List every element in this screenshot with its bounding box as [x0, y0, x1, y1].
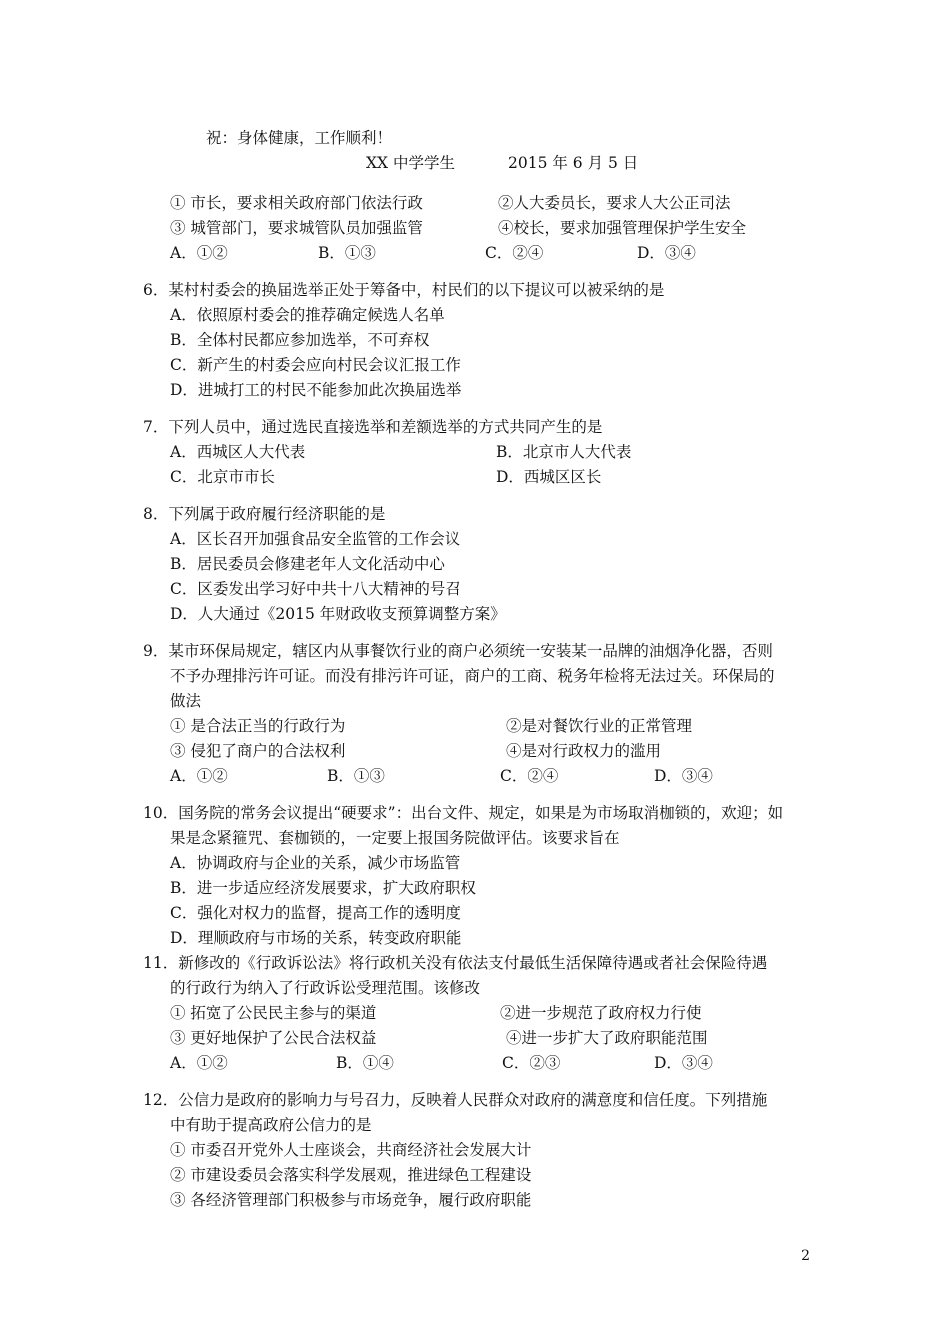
q9-option-d: D．③④ [654, 767, 713, 785]
q5-statement-3: ③ 城管部门，要求城管队员加强监管 [170, 219, 423, 237]
q8-stem: 8．下列属于政府履行经济职能的是 [143, 505, 386, 523]
letter-signature: XX 中学学生 [366, 154, 455, 172]
q5-statement-1: ① 市长，要求相关政府部门依法行政 [170, 194, 423, 212]
q9-option-a: A．①② [170, 767, 228, 785]
q11-option-c: C．②③ [502, 1054, 561, 1072]
q7-stem: 7．下列人员中，通过选民直接选举和差额选举的方式共同产生的是 [143, 418, 603, 436]
q6-option-c: C．新产生的村委会应向村民会议汇报工作 [170, 356, 461, 374]
q11-option-a: A．①② [170, 1054, 228, 1072]
q9-option-b: B．①③ [327, 767, 385, 785]
q6-stem: 6．某村村委会的换届选举正处于筹备中，村民们的以下提议可以被采纳的是 [143, 281, 665, 299]
q5-option-d: D．③④ [637, 244, 696, 262]
q10-option-d: D．理顺政府与市场的关系，转变政府职能 [170, 929, 462, 947]
q10-stem-line-2: 果是念紧箍咒、套枷锁的，一定要上报国务院做评估。该要求旨在 [170, 829, 620, 847]
q6-option-b: B．全体村民都应参加选举，不可弃权 [170, 331, 430, 349]
q12-statement-2: ② 市建设委员会落实科学发展观，推进绿色工程建设 [170, 1166, 532, 1184]
q8-option-b: B．居民委员会修建老年人文化活动中心 [170, 555, 445, 573]
q11-statement-1: ① 拓宽了公民民主参与的渠道 [170, 1004, 377, 1022]
q8-option-c: C．区委发出学习好中共十八大精神的号召 [170, 580, 461, 598]
q5-statement-4: ④校长，要求加强管理保护学生安全 [498, 219, 747, 237]
q8-option-a: A．区长召开加强食品安全监管的工作会议 [170, 530, 461, 548]
letter-wish: 祝：身体健康，工作顺利！ [206, 129, 393, 147]
q10-option-b: B．进一步适应经济发展要求，扩大政府职权 [170, 879, 476, 897]
q9-stem-line-1: 9．某市环保局规定，辖区内从事餐饮行业的商户必须统一安装某一品牌的油烟净化器，否则 [143, 642, 773, 660]
q12-stem-line-1: 12．公信力是政府的影响力与号召力，反映着人民群众对政府的满意度和信任度。下列措施 [143, 1091, 768, 1109]
q9-statement-2: ②是对餐饮行业的正常管理 [506, 717, 693, 735]
q9-stem-line-2: 不予办理排污许可证。而没有排污许可证，商户的工商、税务年检将无法过关。环保局的 [170, 667, 775, 685]
q10-stem-line-1: 10．国务院的常务会议提出“硬要求”：出台文件、规定，如果是为市场取消枷锁的，欢迎；如 [143, 804, 784, 822]
letter-date: 2015 年 6 月 5 日 [508, 154, 639, 172]
q10-option-c: C．强化对权力的监督，提高工作的透明度 [170, 904, 461, 922]
q9-stem-line-3: 做法 [170, 692, 202, 710]
q6-option-d: D．进城打工的村民不能参加此次换届选举 [170, 381, 462, 399]
q5-option-c: C．②④ [485, 244, 544, 262]
page-number: 2 [801, 1248, 810, 1264]
q7-option-b: B．北京市人大代表 [496, 443, 632, 461]
q6-option-a: A．依照原村委会的推荐确定候选人名单 [170, 306, 445, 324]
q11-option-d: D．③④ [654, 1054, 713, 1072]
q12-stem-line-2: 中有助于提高政府公信力的是 [170, 1116, 372, 1134]
q7-option-c: C．北京市市长 [170, 468, 275, 486]
q7-option-a: A．西城区人大代表 [170, 443, 306, 461]
q9-statement-1: ① 是合法正当的行政行为 [170, 717, 346, 735]
q11-stem-line-2: 的行政行为纳入了行政诉讼受理范围。该修改 [170, 979, 481, 997]
q9-statement-3: ③ 侵犯了商户的合法权利 [170, 742, 346, 760]
q11-statement-4: ④进一步扩大了政府职能范围 [506, 1029, 708, 1047]
q7-option-d: D．西城区区长 [496, 468, 602, 486]
q5-statement-2: ②人大委员长，要求人大公正司法 [498, 194, 731, 212]
q5-option-b: B．①③ [318, 244, 376, 262]
q9-option-c: C．②④ [500, 767, 559, 785]
q9-statement-4: ④是对行政权力的滥用 [506, 742, 662, 760]
q11-statement-2: ②进一步规范了政府权力行使 [500, 1004, 702, 1022]
q11-statement-3: ③ 更好地保护了公民合法权益 [170, 1029, 377, 1047]
q11-stem-line-1: 11．新修改的《行政诉讼法》将行政机关没有依法支付最低生活保障待遇或者社会保险待遇 [143, 954, 768, 972]
q5-option-a: A．①② [170, 244, 228, 262]
q10-option-a: A．协调政府与企业的关系，减少市场监管 [170, 854, 461, 872]
q11-option-b: B．①④ [336, 1054, 394, 1072]
q12-statement-1: ① 市委召开党外人士座谈会，共商经济社会发展大计 [170, 1141, 532, 1159]
q8-option-d: D．人大通过《2015 年财政收支预算调整方案》 [170, 605, 506, 623]
q12-statement-3: ③ 各经济管理部门积极参与市场竞争，履行政府职能 [170, 1191, 532, 1209]
